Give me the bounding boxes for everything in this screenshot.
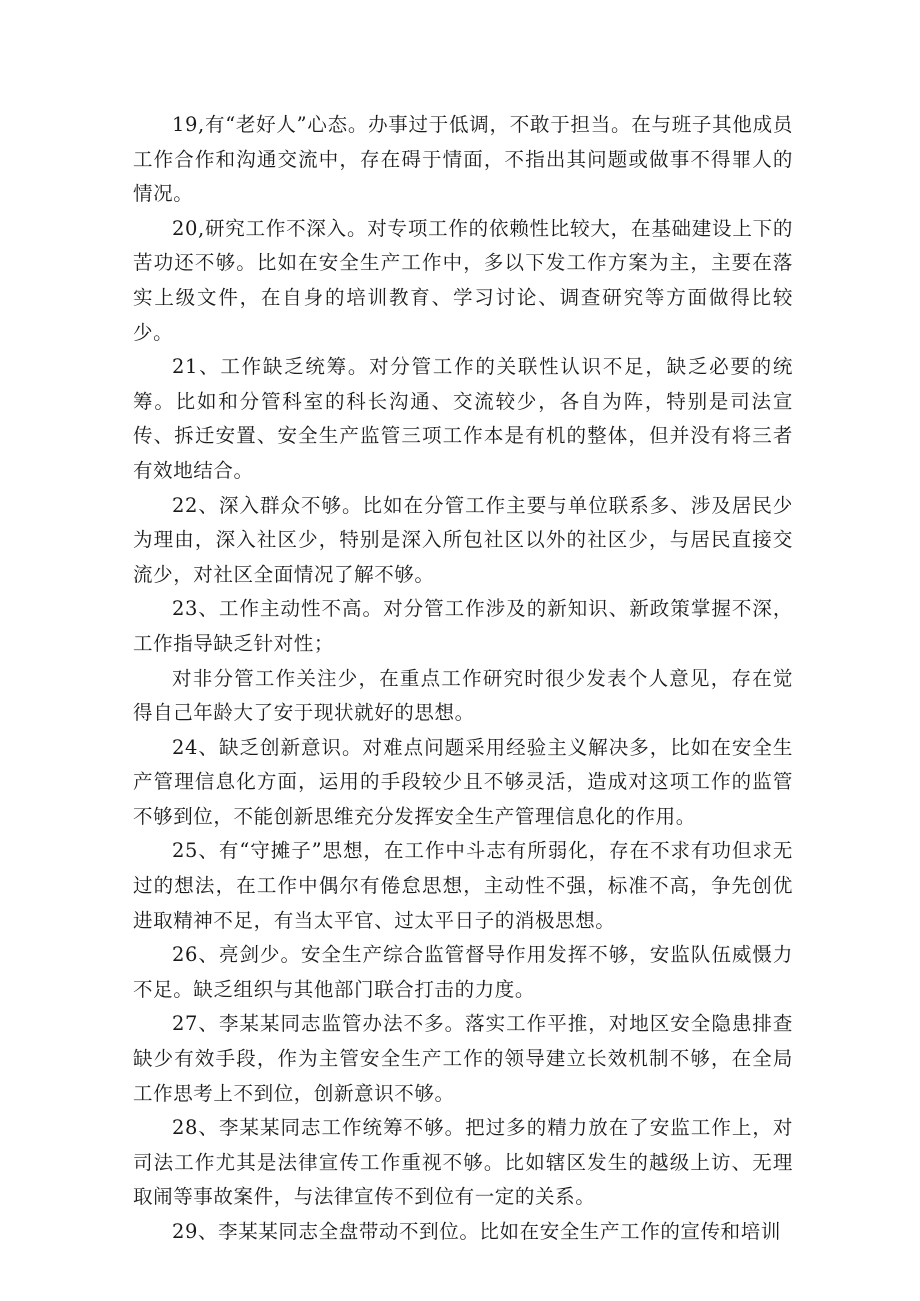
paragraph-22: 22、深入群众不够。比如在分管工作主要与单位联系多、涉及居民少为理由，深入社区少，特别是深入所包社区以外的社区少，与居民直接交流少，对社区全面情况了解不够。 <box>133 493 793 586</box>
paragraph-26: 26、亮剑少。安全生产综合监管督导作用发挥不够，安监队伍威慑力不足。缺乏组织与其他部门联合打击的力度。 <box>133 943 793 1001</box>
paragraph-24: 24、缺乏创新意识。对难点问题采用经验主义解决多，比如在安全生产管理信息化方面，运用的手段较少且不够灵活，造成对这项工作的监管不够到位，不能创新思维充分发挥安全生产管理信息化的作用。 <box>133 735 793 828</box>
paragraph-19: 19,有“老好人”心态。办事过于低调，不敢于担当。在与班子其他成员工作合作和沟通交流中，存在碍于情面，不指出其问题或做事不得罪人的情况。 <box>133 113 793 206</box>
paragraph-27: 27、李某某同志监管办法不多。落实工作平推，对地区安全隐患排查缺少有效手段，作为主管安全生产工作的领导建立长效机制不够，在全局工作思考上不到位，创新意识不够。 <box>133 1012 793 1105</box>
paragraph-23-continued: 对非分管工作关注少，在重点工作研究时很少发表个人意见，存在觉得自己年龄大了安于现状就好的思想。 <box>133 666 793 725</box>
paragraph-28: 28、李某某同志工作统筹不够。把过多的精力放在了安监工作上，对司法工作尤其是法律宣传工作重视不够。比如辖区发生的越级上访、无理取闹等事故案件，与法律宣传不到位有一定的关系。 <box>133 1116 793 1209</box>
document-page <box>133 108 793 1250</box>
paragraph-29: 29、李某某同志全盘带动不到位。比如在安全生产工作的宣传和培训 <box>172 1220 781 1243</box>
paragraph-25: 25、有“守摊子”思想，在工作中斗志有所弱化，存在不求有功但求无过的想法，在工作中偶尔有倦怠思想，主动性不强，标准不高，争先创优进取精神不足，有当太平官、过太平日子的消极思想。 <box>133 839 793 932</box>
paragraph-21: 21、工作缺乏统筹。对分管工作的关联性认识不足，缺乏必要的统筹。比如和分管科室的科长沟通、交流较少，各自为阵，特别是司法宣传、拆迁安置、安全生产监管三项工作本是有机的整体，但并没有将三者有效地结合。 <box>133 355 793 482</box>
paragraph-20: 20,研究工作不深入。对专项工作的依赖性比较大，在基础建设上下的苦功还不够。比如在安全生产工作中，多以下发工作方案为主，主要在落实上级文件，在自身的培训教育、学习讨论、调查研究等方面做得比较少。 <box>133 216 793 344</box>
paragraph-23: 23、工作主动性不高。对分管工作涉及的新知识、新政策掌握不深，工作指导缺乏针对性； <box>133 597 793 655</box>
